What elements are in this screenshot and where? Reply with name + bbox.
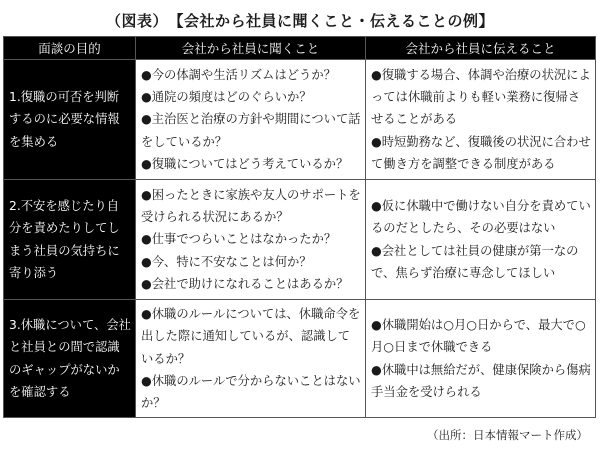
purpose-cell: 2.不安を感じたり自分を責めたりしてしまう社員の気持ちに寄り添う (4, 180, 136, 300)
list-item: ●復職する場合、体調や治療の状況によっては休職前よりも軽い業務に復帰させることがある (371, 67, 591, 127)
list-item: ●会社としては社員の健康が第一なので、焦らず治療に専念してほしい (371, 243, 579, 280)
ask-cell (136, 300, 366, 418)
purpose-cell: 3.休職について、会社と社員との間で認識のギャップがないかを確認する (4, 300, 136, 418)
list-item: ●休職のルールで分からないことはないか？ (141, 373, 361, 411)
list-item: ●通院の頻度はどのぐらいか？ (141, 90, 312, 105)
list-item: ●休職中は無給だが、健康保険から傷病手当金を受けられる (371, 362, 591, 400)
source-note: （出所：日本情報マート作成） (427, 428, 588, 442)
tell-cell (366, 300, 596, 418)
list-item: ●今の体調や生活リズムはどうか？ (141, 67, 336, 82)
list-item: ●会社で助けになれることはあるか？ (141, 276, 349, 291)
table-row (4, 180, 596, 300)
tell-cell (366, 180, 596, 300)
list-item: ●主治医と治療の方針や期間について話をしているか？ (141, 112, 361, 149)
interview-table (3, 36, 596, 418)
header-tell: 会社から社員に伝えること (366, 37, 596, 60)
purpose-cell: 1.復職の可否を判断するのに必要な情報を集める (4, 60, 136, 180)
header-purpose: 面談の目的 (4, 37, 136, 60)
figure-title: （図表） 【会社から社員に聞くこと・伝えることの例】 (105, 12, 494, 30)
list-item: ●復職についてはどう考えているか？ (141, 156, 349, 171)
list-item: ●仮に休職中で働けない自分を責めているのだとしたら、その必要はない (371, 198, 591, 236)
table-row (4, 300, 596, 418)
list-item: ●仕事でつらいことはなかったか？ (141, 232, 337, 247)
ask-cell (136, 60, 366, 180)
ask-cell (136, 180, 366, 300)
header-ask: 会社から社員に聞くこと (136, 37, 366, 60)
header-row (4, 37, 596, 60)
table-row (4, 60, 596, 180)
list-item: ●困ったときに家族や友人のサポートを受けられる状況にあるか？ (141, 187, 361, 225)
list-item: ●今、特に不安なことは何か？ (141, 254, 312, 269)
tell-cell (366, 60, 596, 180)
list-item: ●休職のルールについては、休職命令を出した際に通知しているが、認識しているか？ (141, 307, 361, 366)
list-item: ●休職開始は○月○日からで、最大で○月○日まで休職できる (371, 318, 586, 355)
list-item: ●時短勤務など、復職後の状況に合わせて働き方を調整できる制度がある (371, 134, 591, 171)
